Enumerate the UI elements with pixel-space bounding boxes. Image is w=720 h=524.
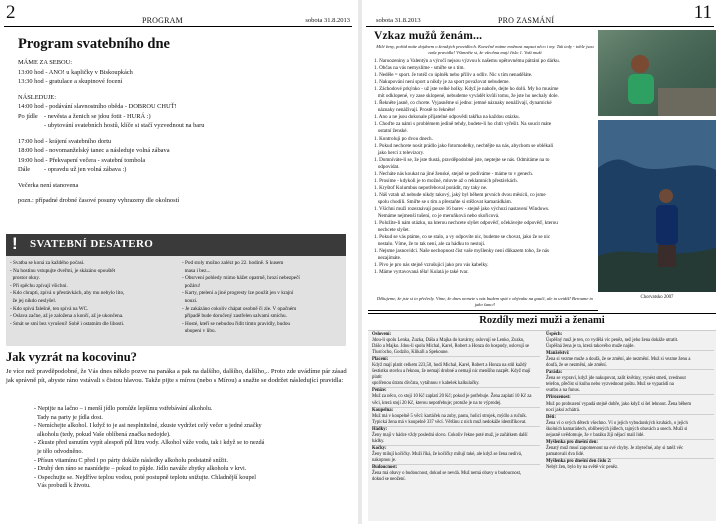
message-intro: Milé ženy, pořád máte dojdnem o ženských pravidlech. Konečně máme možnost napsat něco i my. Tak tedy - tohle jsou naše pravidla! Všimněte si, že všechna mají číslo 1. Vaši muži	[376, 44, 594, 55]
rule-item: - Kdo spívá falešně, ten spívá na WC.	[10, 305, 89, 312]
rule-item: Nemáme nejmenší tušení, co je meruňková nebo skořicová.	[374, 213, 500, 220]
rules-list	[374, 58, 596, 276]
rule-item: - Svatba se koná za každého počasí.	[10, 260, 85, 266]
difference-heading: Manželství:	[546, 351, 570, 357]
photo-top	[598, 30, 716, 116]
message-title: Vzkaz mužů ženám...	[374, 30, 483, 42]
difference-text: Jdou-li spolu Lenka, Zuzka, Dáša a Majka do kavárny, oslovují se Lenko, Zuzko,	[372, 338, 525, 344]
schedule-line	[18, 102, 348, 112]
difference-text: Ženy milují kočičky. Muži říká, že kočičky milují také, ale když se žena nedívá, nakopnou je.	[372, 452, 540, 465]
right-page-header	[366, 4, 714, 27]
difference-heading: Přirozenost:	[546, 395, 571, 401]
schedule-text: MÁME ZA SEBOU:	[18, 59, 72, 66]
tip-item: - Nemíchejte alkohol. I když to je asi nesplnitelné, zkuste vydržet celý večer u jedné značky	[34, 422, 262, 430]
rule-item: ubopeni v libu.	[182, 328, 216, 335]
difference-text: Žena se vypraví, když jde nakupovat, zalít květiny, vynést smetí, zvednout	[546, 376, 686, 382]
differences-title: Rozdíly mezi muži a ženami	[479, 315, 605, 326]
tip-item: - Druhý den ráno se nasnídejte – pokud to půjde. Jídlo naváže zbytky alkoholu v krvi.	[34, 465, 247, 473]
rule-item: 1. Pivo je pro nás stejně vzrušující jako pro vás kabelky.	[374, 262, 489, 269]
difference-heading: Myšlenka pro dnešní den:	[546, 439, 598, 445]
tip-item: - Přísun vitamínu C před i po párty dokáže následky alkoholu podstatně snížit.	[34, 456, 229, 464]
difference-text: Žena ví o svých dětech všechno. Ví o jejich vybudarských kruhách, o jejich	[546, 420, 688, 426]
schedule-text: 13:30 hod - gratulace a skupinové focení	[18, 78, 123, 85]
rule-item: - Smát se smí bez vyrušení! Sobě i ostatním dle libosti.	[10, 320, 125, 327]
issue-date: sobota 31.8.2013	[305, 17, 350, 24]
differences-column-right	[546, 332, 714, 471]
schedule-text: - opravdu už jen volná zábava :)	[44, 166, 127, 173]
rule-item: - Karty, ptelení a jiné progresty lze použít jen v krajní	[182, 290, 294, 297]
rule-item: 1. Necháte nás koukat na jiné ženské, stejně se podíváme - máme to v genech.	[374, 170, 534, 177]
rule-item: 1. Neděle = sport. Je totéž co úplněk nebo příliv a odliv. Nic s tím nenaděláte.	[374, 72, 533, 79]
differences-column-left	[372, 332, 540, 483]
difference-heading: Placení:	[372, 357, 389, 363]
rule-item: 1. Občas na vás nemyslíme - smiřte se s tím.	[374, 65, 465, 72]
rule-item: že jej nikdo neslyšel.	[10, 297, 57, 304]
left-page-header	[4, 4, 352, 27]
rules-title: SVATEBNÍ DESATERO	[30, 238, 154, 250]
rule-item: požáru!	[182, 282, 201, 289]
rule-item: 1. Řekněte jasně, co chcete. Vyjasněme si jedno: jemné náznaky nenáživají, dynamické	[374, 100, 552, 107]
rule-item: - Obsrvení pohledy mimo hážet opatrně, hrozí nebezpečí	[182, 275, 300, 282]
message-note: Děkujeme, že jste si to přečetly. Víme, že dnes nemete s nás budem spát v obývaku na gauči, ale to uvidíš! Beroume to jako šanci!	[376, 296, 594, 307]
rule-item: 1. Záchodové prkýnko - už jste velké holky. Když je nahoře, dejte ho dolů. My ho musíme	[374, 86, 559, 93]
schedule-line	[18, 121, 348, 131]
rule-item: nestalo. Víme, že to tak není, ale za hádku to nestojí.	[374, 241, 486, 248]
difference-heading: Paráda:	[546, 370, 563, 376]
schedule-line	[18, 93, 348, 103]
schedule-text: - nevěsta a ženich se jdou fotit - HURÁ :)	[44, 112, 151, 120]
difference-text: noci jaksi zchátrá.	[546, 408, 714, 415]
difference-text: Když mají platit celkem 223,50, hodí Michal, Karel, Robert a Honza na stůl každý	[372, 363, 527, 369]
page-number: 2	[6, 2, 16, 23]
schedule-text: - ubytování svatebních hostů, klíče si stačí vyzvednout na baru	[44, 122, 205, 129]
difference-heading: Koupelna:	[372, 407, 394, 413]
difference-heading: Kočky:	[372, 445, 387, 451]
hangover-title: Jak vyzrát na kocovinu?	[6, 350, 137, 364]
schedule-text: 14:00 hod - podávání slavnostního oběda - DOBROU CHUŤ!	[18, 103, 177, 110]
schedule-line	[18, 137, 348, 147]
difference-text: pamatovali dva lidé.	[546, 452, 714, 459]
rule-item: 1. Položíte-li nám otázku, na kterou nechcete slyšet odpověď, očekávejte odpověď, kterou	[374, 220, 558, 227]
schedule-text: 18:00 hod - novomanželský tanec a následuje volná zábava	[18, 147, 170, 154]
rule-item: - Při spěchu zpívají všichni.	[10, 282, 68, 289]
rule-item: - Pod stoly možno zalézt po 22. hodině. S kusem	[182, 260, 284, 266]
schedule-line	[18, 112, 348, 122]
difference-text: Muž za něco, co stojí 10 Kč zaplatí 20 Kč; pokud je potřebuje. Žena zaplatí 10 Kč za	[372, 394, 532, 400]
rule-item: 1. Choďte za námi s problémem jedině tehdy, budete-li ho chtít vyřešit. Na soucit máte	[374, 121, 552, 128]
rule-item: 1. Prosíme - kdykoli je to možné, mluvte až o reklamních přestávkách.	[374, 177, 519, 184]
schedule-text: NÁSLEDUJE:	[18, 93, 56, 101]
rule-item: 1. Domníváte-li se, že jste tlustá, pravděpodobně jste, neptejte se nás. Odmítáme na to	[374, 156, 550, 163]
difference-text: Nebýt žen, bylo by na světě víc peněz.	[546, 464, 619, 470]
rule-item: 1. Kryštof Kolumbus nepotřeboval porádit, my taky ne.	[374, 184, 488, 191]
tip-item: Tady na party je jídla dost.	[34, 413, 103, 421]
wedding-rules-box	[6, 234, 346, 346]
difference-text: Ženatý muž musí zapomenout na své chyby. Je zbytečné, aby si tatéž věc	[546, 445, 684, 451]
tip-item: - Ospechujte se. Nejdříve teplou vodou, poté postupně teplotu snižujte. Chladnější koupel	[34, 473, 257, 481]
schedule-line	[18, 165, 348, 175]
rule-item: 1. Ano a ne jsou dokonale přijatelné odpovědi takřka na každou otázku.	[374, 114, 520, 121]
schedule-label: Dále	[18, 166, 31, 173]
rule-item: - Hosté, kteří se nebudou řídit tímto pravidly, budou	[182, 320, 291, 327]
rule-item: 1. Nakupování není sport a nikdy je za sport považovat nebudeme.	[374, 79, 510, 86]
rule-item: případě bude doručený zastřelen salvami smíchu.	[182, 313, 287, 320]
rule-item: spolu chodili. Smiřte se s tím a přestaňte si stěžovat kamarádkám.	[374, 198, 512, 205]
rule-item: nouzi.	[182, 297, 198, 304]
difference-heading: Oslovení:	[372, 332, 392, 337]
difference-text: nejasně uvědomuje, že v baráku žijí nějací malí lidé.	[546, 433, 714, 440]
difference-text: Žena si vezme muže a doufá, že se změní, ale nezmění. Muž si vezme ženu a	[546, 357, 691, 363]
schedule-line	[18, 196, 348, 206]
rules-column-left	[10, 260, 178, 328]
program-title: Program svatebního dne	[18, 36, 170, 52]
rule-item: - Kdo chrapti, zpívá o přestávkách, aby mu nebylo líto,	[10, 290, 125, 297]
issue-date: sobota 31.8.2013	[376, 17, 421, 24]
rule-item: - Oslava začne, až je založena a končí, až je ukončena.	[10, 313, 124, 320]
schedule-line	[18, 77, 348, 87]
rule-item: nechcete slyšet.	[374, 227, 410, 234]
schedule-text: pozn.: případné drobné časové posuny vyhrazeny dle okolností	[18, 197, 180, 204]
rule-item: 1. Nejsme jasnovidci. Naše nechopnost číst vaše myšlenky není důkazem toho, že nás	[374, 248, 549, 255]
divider	[368, 310, 598, 311]
difference-text: hádky.	[372, 439, 540, 446]
rule-item: ostatní ženské.	[374, 128, 408, 135]
rule-item: odpovídat.	[374, 163, 400, 170]
rule-item: 1. Naroozeniny a Valentýn a výročí nejsou výzvou k našemu opětovnému pátrání po dárku.	[374, 58, 560, 64]
section-title: PRO ZASMÁNÍ	[498, 16, 555, 25]
rule-item: 1. Kontroluji po dvou dnech.	[374, 135, 433, 142]
schedule-line	[18, 156, 348, 166]
program-schedule	[18, 58, 348, 206]
difference-text: telefon, přečíst si knihu nebo vyzvednout poštu. Muž se vyparádí na	[546, 382, 674, 388]
page-number: 11	[693, 2, 712, 23]
difference-text: Žena má obavy o budoucnost, dokud se nevdá. Muž nemá obavy o budoucnost,	[372, 471, 522, 477]
difference-text: doufá, že se nezmění, ale změní.	[546, 363, 714, 370]
difference-text: Tlusťocho, Godzilo, Klikaři a Spekoune.	[372, 350, 540, 357]
divider	[368, 313, 716, 314]
schedule-line	[18, 58, 348, 68]
schedule-text: Večerka není stanovena	[18, 181, 79, 189]
rule-item: - Na hostinu vstupujte dveřmi, je skázáno opouštět	[10, 267, 116, 274]
difference-heading: Budoucnost:	[372, 464, 398, 470]
difference-text: svatbu a na funus.	[546, 388, 714, 395]
schedule-text: 13:00 hod - ANO! u kapličky v Biskoupkách	[18, 68, 133, 76]
difference-text: Muž má v koupelně 5 věcí: kartáček na zuby, pastu, holicí strojek, mýdlo a ručník.	[372, 413, 527, 419]
rule-item: mít odklopené, vy zase sklopené, nebudeme vyvádět kvůli tomu, že jste ho nechaly dole.	[374, 93, 559, 100]
difference-heading: Peníze:	[372, 388, 387, 394]
rule-item: nezajímáte.	[374, 255, 402, 262]
hangover-intro: Je více než pravděpodobné, že Vás dnes někdo pozve na panáka a pak na dalšího, dalšího, dalšího,.. Proto zde uvádíme pár zásad jak správně pít, abyste ráno vstávali s čistou hlavou. Takže pijte s mírou (nebo s Mírou) a snažte se dodržet následující pravidla:	[6, 368, 347, 384]
difference-heading: Myšlenka pro dnešní den číslo 2:	[546, 458, 612, 464]
difference-text: Typická žena má v koupelně 337 věcí. Většinu z nich muž nedokáže identifikovat.	[372, 420, 540, 427]
difference-heading: Úspěch:	[546, 332, 563, 337]
schedule-text: 19:00 hod - Překvapení večera - svatební tombola	[18, 156, 146, 164]
difference-text: školních kamarádech, oblíbených jídlech, tajných obavách a snech. Muži si	[546, 426, 688, 432]
difference-text: Muž po probuzení vypadá stejně dobře, jako když si šel lehnout. Žena během	[546, 401, 692, 407]
difference-text: šestistku stovku a řeknou, že nemají drobné a nemají nic menšího nazpět. Když mají platit	[372, 369, 531, 381]
rules-column-right	[182, 260, 344, 336]
schedule-line	[18, 146, 348, 156]
section-title: PROGRAM	[142, 16, 183, 25]
rule-item: jako herci z televizory.	[374, 149, 425, 156]
tip-item: Vás probudí k životu.	[34, 482, 91, 490]
rule-item: - Je zakázáno cokoliv chápat osobně či zle. V opačném	[182, 305, 297, 312]
rule-item: 1. Pokud nechcete nosit prádlo jako fotomodelky, nechtějte na nás, abychom se oblékali	[374, 142, 554, 149]
schedule-line	[18, 68, 348, 78]
rule-item: prostor okny.	[10, 275, 40, 282]
rules-title-bar	[6, 234, 346, 256]
difference-text: Ženy mají v hádce vždy poslední slovo. Cokoliv řekne poté muž, je začátkem další	[372, 432, 528, 438]
photo-caption: Chorvatsko 2007	[640, 295, 674, 300]
difference-text: dokud se neožení.	[372, 477, 406, 483]
exclamation-icon: !	[12, 234, 18, 253]
vacation-photos	[598, 30, 716, 292]
difference-text: věci, která stojí 20 Kč, kterou nepotřebuje; protože je na to výprodej.	[372, 401, 540, 408]
difference-text: Úspěšná žena je ta, která takového muže najde.	[546, 344, 714, 351]
rule-item: náznaky nenáživají. Prostě to řekněte!	[374, 107, 456, 114]
tip-item: - Nepijte na lačno – i menší jídlo pomůže lepšímu vstřebávání alkoholu.	[34, 405, 213, 412]
schedule-label: Po jídle	[18, 112, 38, 120]
rule-item: 1. Pokud se vás ptáme, co se stalo, a vy odpovíte nic, budeme se chovat, jako že se nic	[374, 234, 551, 241]
difference-text: Dášo a Majko. Jdou-li spolu Michal, Karel, Robert a Honza do hospody, oslovují se	[372, 344, 530, 350]
difference-text: spolčenou útratu dívčata, vytáhnou v kabelek kalkulačky.	[372, 381, 540, 388]
hangover-tips	[34, 405, 350, 491]
rule-item: 1. Všichni muži rozeznávají pouze 16 barev - stejně jako výchozí nastavení Windows.	[374, 205, 550, 212]
rule-item: 1. Máme vyrtavovaná těla! Kulatá je také tvar.	[374, 269, 469, 276]
difference-heading: Hádky:	[372, 426, 388, 432]
tip-item: je tělo odvodněno.	[34, 447, 83, 455]
rule-item: 1. Náš vztah už nebude nikdy takový, jaký byl během prvních dvou měsíců, co jsme	[374, 191, 546, 198]
tip-item: alkoholu (tedy, pokud Vaše oblíbená značka nedojde).	[34, 430, 171, 438]
difference-heading: Děti:	[546, 414, 556, 420]
rule-item: masa i bez...	[182, 267, 211, 274]
tip-item: - Zkuste před usnutím vypít alespoň půl litru vody. Alkohol váže vodu, tak i když se to nezdá	[34, 439, 265, 447]
difference-text: Úspěšný muž je ten, co vydělá víc peněz, než jeho žena dokáže utratit.	[546, 338, 679, 344]
schedule-text: 17:00 hod - krájení svatebního dortu	[18, 137, 112, 145]
schedule-line	[18, 181, 348, 191]
photo-bottom	[598, 120, 716, 292]
